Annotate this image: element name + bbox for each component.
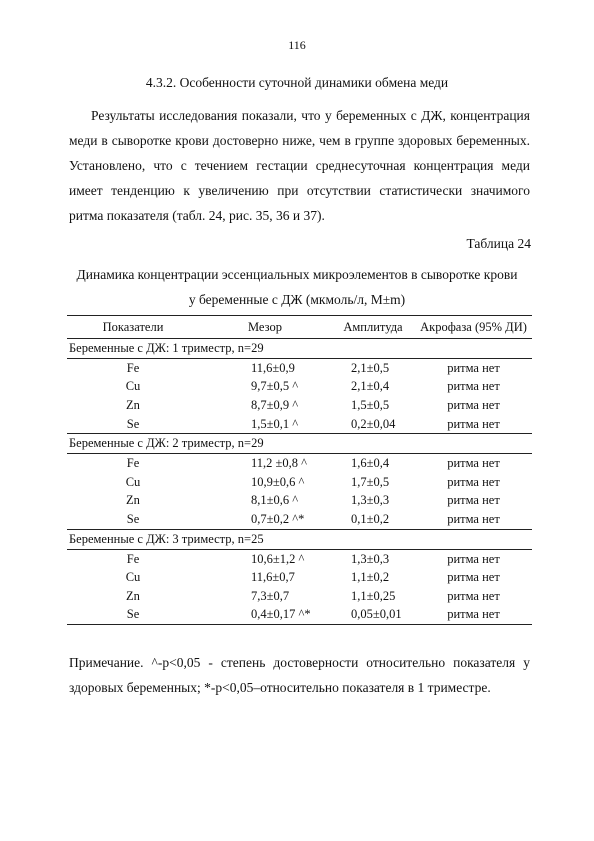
cell-amplitude: 1,7±0,5 [351,474,390,489]
cell-mezor: 11,6±0,9 [251,360,295,375]
cell-acrophase: ритма нет [447,570,500,585]
cell-indicator: Se [67,606,199,625]
cell-acrophase: ритма нет [447,416,500,431]
body-paragraph: Результаты исследования показали, что у беременных с ДЖ, концентрация меди в сыворотке крови достоверно ниже, чем в группе здоровых беременных. Установлено, что с течением гестации среднесуточная концентрация меди имеет тенденцию к увеличению при отсутствии статистически значимого ритма показателя (табл. 24, рис. 35, 36 и 37). [69,108,530,223]
cell-indicator: Cu [125,474,141,489]
table-row [67,454,532,473]
cell-amplitude: 1,5±0,5 [351,397,390,412]
group-row [67,434,532,454]
cell-amplitude: 2,1±0,5 [351,360,390,375]
group-row [67,529,532,549]
table-row [67,359,532,378]
table-row [67,492,532,511]
page-number: 116 [288,38,306,52]
header-indicators: Показатели [67,316,199,339]
table-row [67,606,532,625]
cell-amplitude: 0,1±0,2 [351,511,390,526]
table-label: Таблица 24 [466,236,531,251]
cell-acrophase: ритма нет [447,474,500,489]
table-row [67,510,532,529]
group-title: Беременные с ДЖ: 1 триместр, n=29 [67,339,532,359]
group-title: Беременные с ДЖ: 3 триместр, n=25 [67,529,532,549]
cell-mezor: 11,6±0,7 [251,570,295,585]
cell-acrophase: ритма нет [447,360,500,375]
cell-acrophase: ритма нет [447,493,500,508]
cell-indicator: Fe [126,551,140,566]
cell-indicator: Cu [125,570,141,585]
cell-mezor: 8,1±0,6 ^ [251,493,299,508]
cell-acrophase: ритма нет [447,551,500,566]
table-title [0,262,594,312]
cell-indicator: Fe [126,360,140,375]
header-mezor: Мезор [199,316,331,339]
cell-amplitude: 0,2±0,04 [351,416,396,431]
cell-mezor: 10,9±0,6 ^ [251,474,305,489]
cell-acrophase: ритма нет [447,397,500,412]
header-acrophase: Акрофаза (95% ДИ) [415,316,532,339]
cell-amplitude: 0,05±0,01 [331,606,415,625]
table-note: Примечание. ^-p<0,05 - степень достоверности относительно показателя у здоровых беременных; *-p<0,05–относительно показателя в 1 триместре. [69,655,530,695]
cell-indicator: Zn [126,493,140,508]
table-header-row [67,316,532,339]
cell-amplitude: 2,1±0,4 [351,379,390,394]
table-body [67,339,532,625]
cell-amplitude: 1,1±0,2 [351,570,390,585]
cell-amplitude: 1,6±0,4 [351,456,390,471]
table-row [67,568,532,587]
table-row [67,378,532,397]
cell-mezor: 7,3±0,7 [251,588,290,603]
cell-mezor: 9,7±0,5 ^ [251,379,299,394]
cell-acrophase: ритма нет [447,511,500,526]
cell-indicator: Fe [126,456,140,471]
cell-mezor: 11,2 ±0,8 ^ [251,456,308,471]
cell-acrophase: ритма нет [415,606,532,625]
cell-mezor: 10,6±1,2 ^ [251,551,305,566]
cell-acrophase: ритма нет [447,379,500,394]
cell-amplitude: 1,1±0,25 [351,588,396,603]
table-row [67,473,532,492]
table-row [67,549,532,568]
table-row [67,587,532,606]
cell-mezor: 8,7±0,9 ^ [251,397,299,412]
cell-acrophase: ритма нет [447,456,500,471]
cell-mezor: 1,5±0,1 ^ [251,416,299,431]
table-row [67,396,532,415]
group-title: Беременные с ДЖ: 2 триместр, n=29 [67,434,532,454]
cell-amplitude: 1,3±0,3 [351,493,390,508]
cell-indicator: Se [126,511,140,526]
cell-indicator: Zn [126,397,140,412]
header-amplitude: Амплитуда [331,316,415,339]
cell-indicator: Cu [125,379,141,394]
cell-acrophase: ритма нет [447,588,500,603]
cell-indicator: Se [126,416,140,431]
cell-mezor: 0,7±0,2 ^* [251,511,305,526]
section-heading: 4.3.2. Особенности суточной динамики обмена меди [145,75,449,90]
table-title-line-2: у беременные с ДЖ (мкмоль/л, M±m) [188,292,406,307]
data-table [67,315,532,625]
table-title-line-1: Динамика концентрации эссенциальных микроэлементов в сыворотке крови [76,267,518,282]
cell-amplitude: 1,3±0,3 [351,551,390,566]
cell-mezor: 0,4±0,17 ^* [199,606,331,625]
table-row [67,415,532,434]
group-row [67,339,532,359]
cell-indicator: Zn [126,588,140,603]
